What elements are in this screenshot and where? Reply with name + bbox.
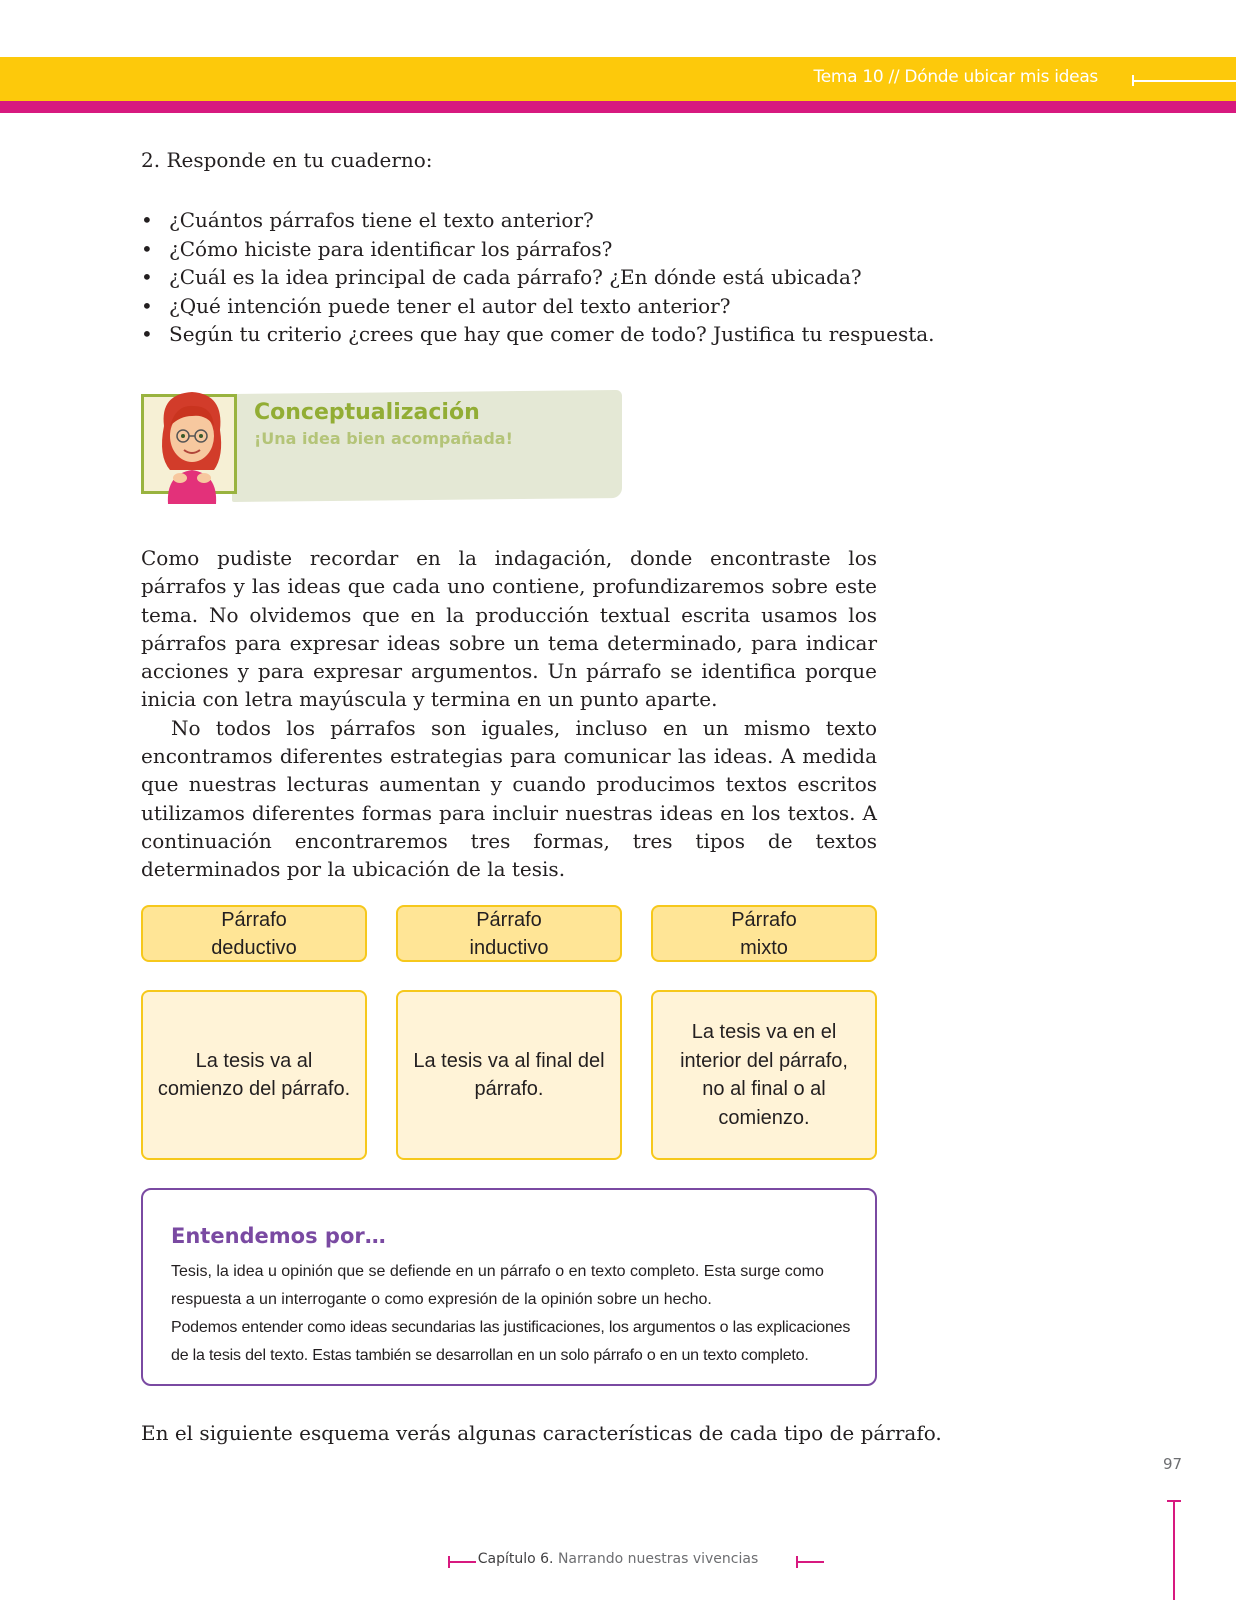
type-label: inductivo	[469, 936, 549, 959]
definition-paragraph: Tesis, la idea u opinión que se defiende en un párrafo o en texto completo. Esta surge como respuesta a un interrogante o como expresión de la opinión sobre un hecho.	[171, 1263, 824, 1308]
page-number: 97	[1163, 1455, 1183, 1473]
activity-question: 2. Responde en tu cuaderno:	[141, 148, 433, 172]
footer-rule-cap	[796, 1556, 798, 1568]
section-subtitle: ¡Una idea bien acompañada!	[254, 429, 513, 448]
description-mixed	[651, 990, 877, 1160]
list-item: • ¿Cuántos párrafos tiene el texto anterior?	[141, 206, 935, 235]
girl-character-icon	[150, 386, 235, 504]
paragraph-type-inductive	[396, 905, 622, 962]
type-description: La tesis va al final del párrafo.	[413, 1049, 605, 1100]
body-text	[141, 544, 877, 884]
margin-rule	[1173, 1500, 1175, 1600]
list-item: • Según tu criterio ¿crees que hay que comer de todo? Justifica tu respuesta.	[141, 320, 935, 349]
definition-title: Entendemos por…	[171, 1224, 386, 1248]
type-description: La tesis va en el interior del párrafo, no al final o al comienzo.	[680, 1021, 848, 1129]
body-paragraph: No todos los párrafos son iguales, incluso en un mismo texto encontramos diferentes estrategias para comunicar las ideas. A medida que nuestras lecturas aumentan y cuando producimos textos escritos utilizamos diferentes formas para incluir nuestras ideas en los textos. A continuación encontraremos tres formas, tres tipos de textos determinados por la ubicación de la tesis.	[141, 715, 877, 882]
list-item: • ¿Qué intención puede tener el autor del texto anterior?	[141, 292, 935, 321]
header-stripe	[0, 101, 1236, 113]
paragraph-type-mixed	[651, 905, 877, 962]
question-list	[141, 206, 935, 349]
header-rule	[1133, 80, 1236, 82]
body-paragraph: Como pudiste recordar en la indagación, donde encontraste los párrafos y las ideas que cada uno contiene, profundizaremos sobre este tema. No olvidemos que en la producción textual escrita usamos los párrafos para expresar ideas sobre un tema determinado, para indicar acciones y para expresar argumentos. Un párrafo se identifica porque inicia con letra mayúscula y termina en un punto aparte.	[141, 546, 877, 712]
closing-text: En el siguiente esquema verás algunas características de cada tipo de párrafo.	[141, 1421, 942, 1445]
footer	[0, 1551, 1236, 1567]
topic-title: Tema 10 // Dónde ubicar mis ideas	[813, 67, 1098, 87]
type-description: La tesis va al comienzo del párrafo.	[157, 1049, 351, 1100]
type-label: mixto	[740, 936, 788, 959]
type-label: Párrafo	[476, 908, 542, 931]
paragraph-type-deductive	[141, 905, 367, 962]
description-inductive	[396, 990, 622, 1160]
footer-rule-right	[796, 1561, 824, 1563]
footer-chapter: Capítulo 6.	[477, 1551, 554, 1567]
type-label: deductivo	[211, 936, 297, 959]
list-item: • ¿Cuál es la idea principal de cada párrafo? ¿En dónde está ubicada?	[141, 263, 935, 292]
definition-text	[171, 1258, 861, 1370]
type-label: Párrafo	[731, 908, 797, 931]
type-label: Párrafo	[221, 908, 287, 931]
section-title: Conceptualización	[254, 400, 480, 425]
definition-box	[141, 1188, 877, 1386]
footer-title: Narrando nuestras vivencias	[557, 1551, 759, 1567]
definition-paragraph: Podemos entender como ideas secundarias las justificaciones, los argumentos o las explicaciones de la tesis del texto. Estas también se desarrollan en un solo párrafo o en un texto completo.	[171, 1319, 851, 1364]
description-deductive	[141, 990, 367, 1160]
list-item: • ¿Cómo hiciste para identificar los párrafos?	[141, 235, 935, 264]
